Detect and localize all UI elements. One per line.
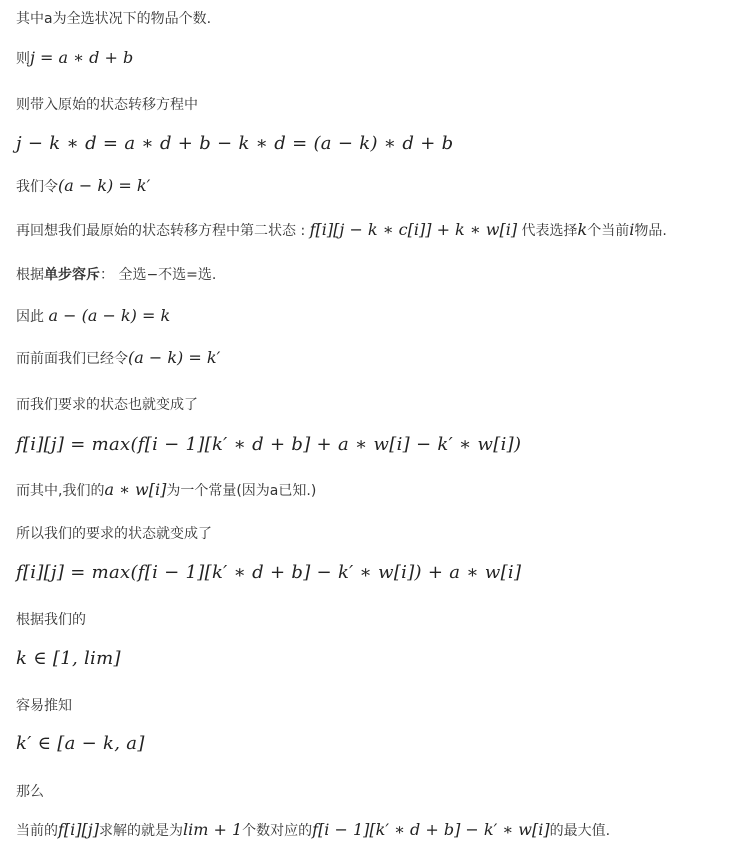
- formula: a − (a − k) = k: [48, 306, 171, 325]
- text-segment: 而我们要求的状态也就变成了: [16, 397, 198, 413]
- formula: a ∗ w[i]: [104, 480, 167, 499]
- line-2: [16, 50, 133, 66]
- line-1: [16, 10, 211, 26]
- text-segment: 根据: [16, 267, 44, 283]
- formula: f[i][j] = max(f[i − 1][k′ ∗ d + b] + a ∗ w[i] − k′ ∗ w[i]): [16, 434, 522, 455]
- formula: (a − k) = k′: [58, 176, 151, 195]
- line-11: [16, 436, 521, 454]
- formula: k′ ∈ [a − k, a]: [16, 733, 145, 754]
- text-segment: 我们令: [16, 179, 58, 195]
- line-10: [16, 396, 198, 412]
- text-segment: 物品.: [634, 223, 667, 239]
- line-13: [16, 525, 212, 541]
- text-segment: 那么: [16, 784, 44, 800]
- text-segment: 代表选择: [517, 223, 578, 239]
- text-segment: 根据我们的: [16, 612, 86, 628]
- line-12: [16, 482, 316, 498]
- text-segment: 则带入原始的状态转移方程中: [16, 97, 198, 113]
- line-3: [16, 96, 198, 112]
- line-20: [16, 822, 610, 838]
- text-segment: 因此: [16, 309, 49, 325]
- formula: k: [577, 220, 588, 239]
- line-19: [16, 783, 44, 799]
- text-segment: 而其中,我们的: [16, 483, 105, 499]
- formula: f[i][j − k ∗ c[i]] + k ∗ w[i]: [309, 220, 518, 239]
- text-segment: 所以我们的要求的状态就变成了: [16, 526, 212, 542]
- formula: j − k ∗ d = a ∗ d + b − k ∗ d = (a − k) ∗ d + b: [16, 133, 454, 154]
- text-segment: 容易推知: [16, 698, 72, 714]
- text-segment: ： 全选−不选=选.: [100, 267, 217, 283]
- text-segment: 其中a为全选状况下的物品个数.: [16, 11, 212, 27]
- formula: f[i − 1][k′ ∗ d + b] − k′ ∗ w[i]: [312, 820, 550, 839]
- formula: f[i][j]: [58, 820, 99, 839]
- line-14: [16, 564, 521, 582]
- text-segment: 为一个常量(因为a已知.): [166, 483, 317, 499]
- text-segment: 求解的就是为: [98, 823, 183, 839]
- text-segment: 再回想我们最原始的状态转移方程中第二状态 :: [16, 223, 310, 239]
- formula: i: [629, 220, 635, 239]
- line-8: [16, 308, 170, 324]
- line-9: [16, 350, 220, 366]
- formula: k ∈ [1, lim]: [16, 648, 121, 669]
- line-7: [16, 266, 216, 282]
- formula: j = a ∗ d + b: [30, 48, 134, 67]
- line-17: [16, 697, 72, 713]
- text-segment: 的最大值.: [549, 823, 611, 839]
- text-segment: 而前面我们已经令: [16, 351, 128, 367]
- text-segment: 个当前: [587, 223, 630, 239]
- text-segment: 则: [16, 51, 30, 67]
- text-segment: 个数对应的: [242, 823, 313, 839]
- formula: lim + 1: [182, 820, 243, 839]
- line-15: [16, 611, 86, 627]
- line-6: [16, 222, 667, 238]
- formula: f[i][j] = max(f[i − 1][k′ ∗ d + b] − k′ ∗ w[i]) + a ∗ w[i]: [16, 562, 522, 583]
- formula: (a − k) = k′: [128, 348, 221, 367]
- line-4: [16, 135, 453, 153]
- bold-term: 单步容斥: [44, 267, 100, 283]
- line-18: [16, 735, 145, 753]
- line-5: [16, 178, 150, 194]
- line-16: [16, 650, 121, 668]
- text-segment: 当前的: [16, 823, 58, 839]
